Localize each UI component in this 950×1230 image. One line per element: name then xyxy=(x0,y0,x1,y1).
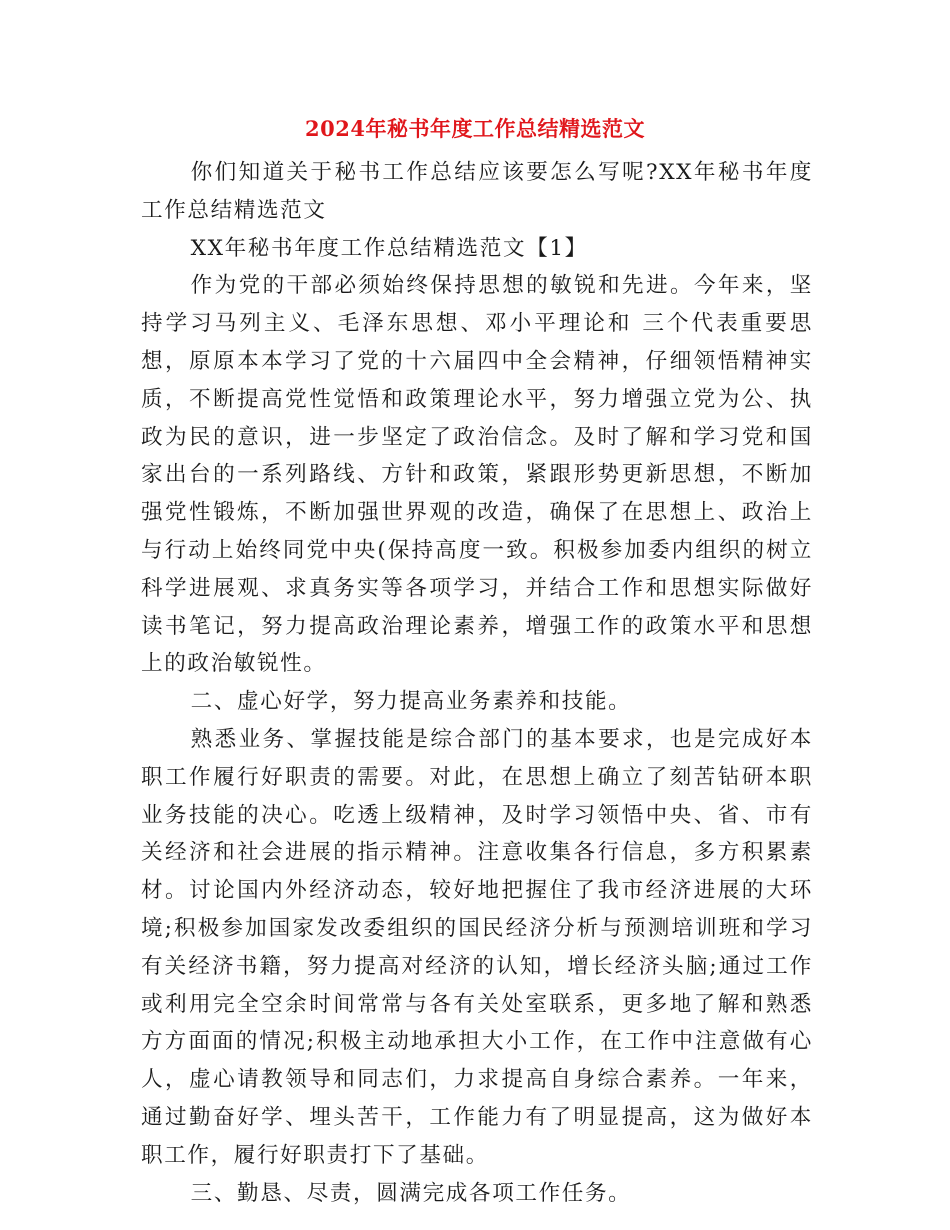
paragraph-intro: 你们知道关于秘书工作总结应该要怎么写呢?XX年秘书年度工作总结精选范文 xyxy=(141,160,813,223)
paragraph-subheading: XX年秘书年度工作总结精选范文【1】 xyxy=(190,235,588,261)
document-title: 2024年秘书年度工作总结精选范文 xyxy=(305,116,645,141)
paragraph-business-skills: 熟悉业务、掌握技能是综合部门的基本要求，也是完成好本职工作履行好职责的需要。对此，在思想上确立了刻苦钻研本职业务技能的决心。吃透上级精神，及时学习领悟中央、省、市有关经济和社会进展的指示精神。注意收集各行信息，多方积累素材。讨论国内外经济动态，较好地把握住了我市经济进展的大环境;积极参加国家发改委组织的国民经济分析与预测培训班和学习有关经济书籍，努力提高对经济的认知，增长经济头脑;通过工作或利用完全空余时间常常与各有关处室联系，更多地了解和熟悉方方面面的情况;积极主动地承担大小工作，在工作中注意做有心人，虚心请教领导和同志们，力求提高自身综合素养。一年来，通过勤奋好学、埋头苦干，工作能力有了明显提高，这为做好本职工作，履行好职责打下了基础。 xyxy=(141,726,813,1168)
paragraph-section-three-heading: 三、勤恳、尽责，圆满完成各项工作任务。 xyxy=(190,1180,632,1206)
paragraph-political-study: 作为党的干部必须始终保持思想的敏锐和先进。今年来，坚持学习马列主义、毛泽东思想、邓小平理论和 三个代表重要思想，原原本本学习了党的十六届四中全会精神，仔细领悟精神实质，不断提高党性觉悟和政策理论水平，努力增强立党为公、执政为民的意识，进一步坚定了政治信念。及时了解和学习党和国家出台的一系列路线、方针和政策，紧跟形势更新思想，不断加强党性锻炼，不断加强世界观的改造，确保了在思想上、政治上与行动上始终同党中央(保持高度一致。积极参加委内组织的树立科学进展观、求真务实等各项学习，并结合工作和思想实际做好读书笔记，努力提高政治理论素养，增强工作的政策水平和思想上的政治敏锐性。 xyxy=(141,273,813,677)
paragraph-section-two-heading: 二、虚心好学，努力提高业务素养和技能。 xyxy=(190,689,632,715)
document-body xyxy=(141,154,813,1212)
